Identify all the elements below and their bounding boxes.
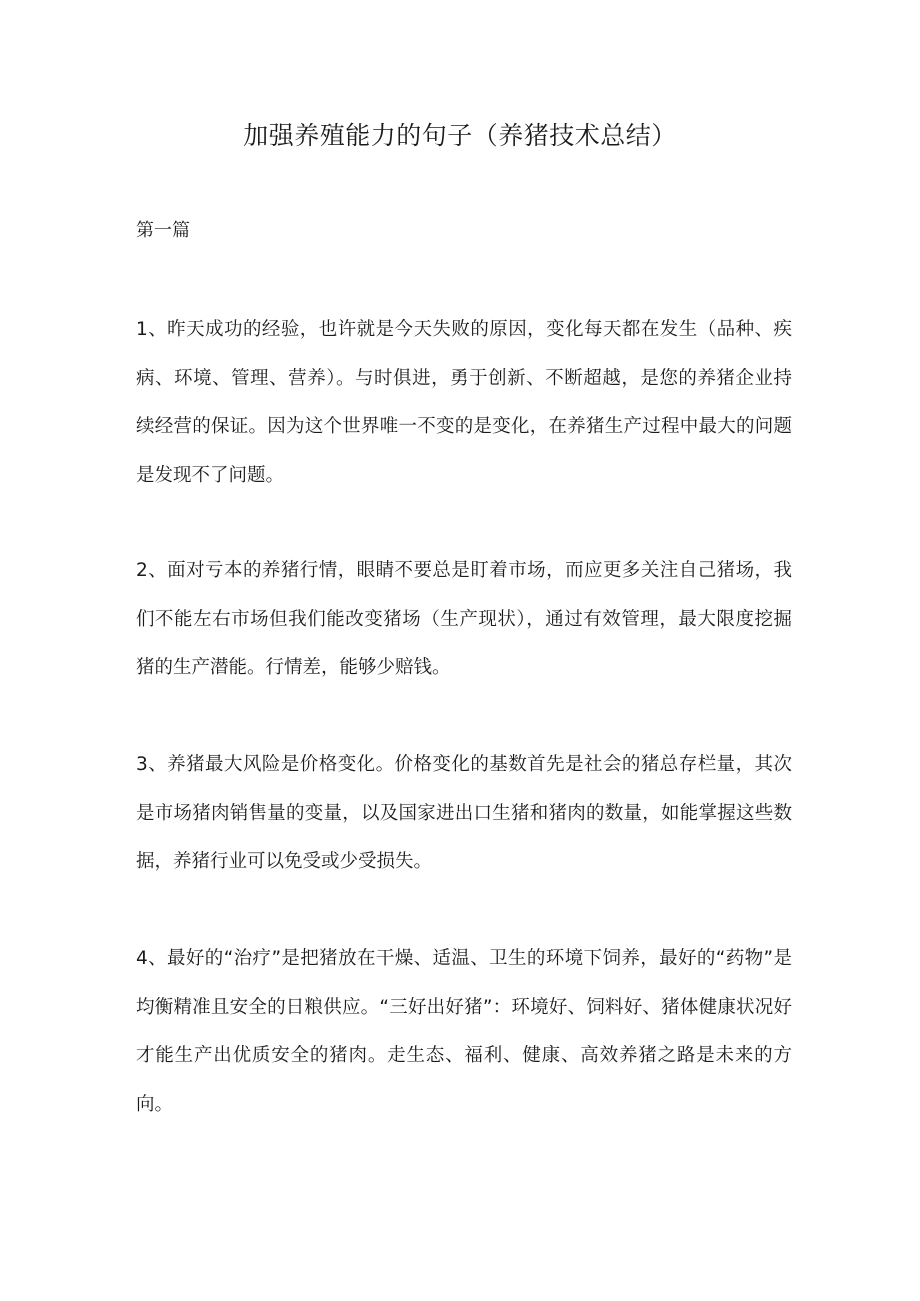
document-title: 加强养殖能力的句子（养猪技术总结） — [243, 121, 677, 150]
paragraph-1: 1、昨天成功的经验，也许就是今天失败的原因，变化每天都在发生（品种、疾病、环境、管理、营养）。与时俱进，勇于创新、不断超越，是您的养猪企业持续经营的保证。因为这个世界唯一不变的是变化，在养猪生产过程中最大的问题是发现不了问题。 — [136, 319, 792, 486]
paragraph-4: 4、最好的“治疗”是把猪放在干燥、适温、卫生的环境下饲养，最好的“药物”是均衡精准且安全的日粮供应。“三好出好猪”：环境好、饲料好、猪体健康状况好才能生产出优质安全的猪肉。走生态、福利、健康、高效养猪之路是未来的方向。 — [136, 948, 792, 1115]
paragraph-3: 3、养猪最大风险是价格变化。价格变化的基数首先是社会的猪总存栏量，其次是市场猪肉销售量的变量，以及国家进出口生猪和猪肉的数量，如能掌握这些数据，养猪行业可以免受或少受损失。 — [136, 754, 792, 872]
paragraph-2: 2、面对亏本的养猪行情，眼睛不要总是盯着市场，而应更多关注自己猪场，我们不能左右市场但我们能改变猪场（生产现状），通过有效管理，最大限度挖掘猪的生产潜能。行情差，能够少赔钱。 — [136, 560, 792, 678]
section-label: 第一篇 — [136, 220, 190, 241]
